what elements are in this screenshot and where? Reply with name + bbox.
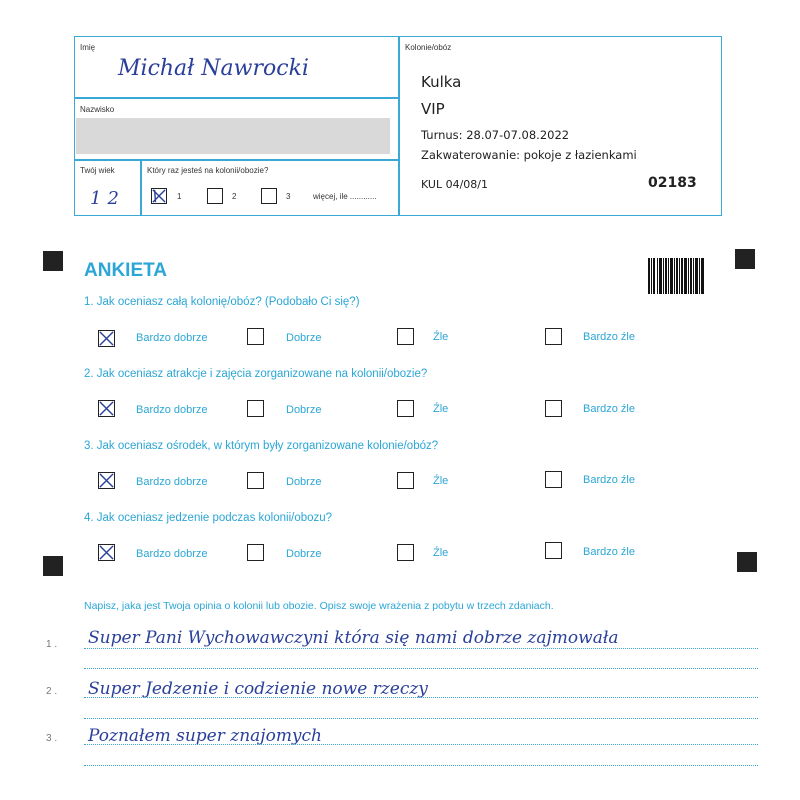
- q4-option-bardzo-zle: Bardzo źle: [583, 546, 635, 558]
- q3-option-zle: Źle: [433, 475, 449, 487]
- question-3: 3. Jak oceniasz ośrodek, w którym były zorganizowane kolonie/obóz?: [84, 440, 439, 452]
- q4-option-bardzo-dobrze: Bardzo dobrze: [136, 548, 208, 560]
- ktory-raz-checkbox-3[interactable]: [261, 188, 277, 204]
- imie-value[interactable]: Michał Nawrocki: [118, 56, 309, 81]
- answer-number-1: 1 .: [46, 639, 58, 650]
- barcode-icon: [648, 258, 704, 294]
- q1-option-bardzo-zle: Bardzo źle: [583, 331, 635, 343]
- registration-marker-mid-right: [737, 552, 757, 572]
- answer-line-1[interactable]: Super Pani Wychowawczyni która się nami dobrze zajmowała: [88, 628, 619, 648]
- q2-option-bardzo-dobrze: Bardzo dobrze: [136, 404, 208, 416]
- dotted-line: [84, 765, 758, 766]
- question-1: 1. Jak oceniasz całą kolonię/obóz? (Podobało Ci się?): [84, 296, 360, 308]
- check-mark-icon: [99, 545, 114, 560]
- ktory-raz-option-more: więcej, ile ............: [313, 192, 377, 201]
- header-divider-name: [74, 97, 398, 99]
- ktory-raz-checkbox-1[interactable]: [151, 188, 167, 204]
- header-divider-age: [140, 159, 142, 216]
- q1-checkbox-dobrze[interactable]: [247, 328, 264, 345]
- answer-line-3[interactable]: Poznałem super znajomych: [88, 726, 323, 746]
- q4-option-dobrze: Dobrze: [286, 548, 322, 560]
- q4-option-zle: Źle: [433, 547, 449, 559]
- header-divider-vertical: [398, 36, 400, 216]
- check-mark-icon: [152, 189, 166, 203]
- nazwisko-label: Nazwisko: [80, 105, 115, 114]
- q2-checkbox-bardzo-zle[interactable]: [545, 400, 562, 417]
- wiek-label: Twój wiek: [80, 166, 115, 175]
- q2-checkbox-dobrze[interactable]: [247, 400, 264, 417]
- registration-marker-top-left: [43, 251, 63, 271]
- ktory-raz-option-2: 2: [232, 192, 237, 201]
- q1-checkbox-bardzo-dobrze[interactable]: [98, 330, 115, 347]
- registration-marker-top-right: [735, 249, 755, 269]
- ktory-raz-label: Który raz jesteś na kolonii/obozie?: [147, 166, 269, 175]
- answer-line-2[interactable]: Super Jedzenie i codzienie nowe rzeczy: [88, 679, 428, 699]
- q2-checkbox-zle[interactable]: [397, 400, 414, 417]
- q3-checkbox-zle[interactable]: [397, 472, 414, 489]
- opinion-prompt: Napisz, jaka jest Twoja opinia o kolonii lub obozie. Opisz swoje wrażenia z pobytu w trzech zdaniach.: [84, 600, 554, 612]
- question-4: 4. Jak oceniasz jedzenie podczas kolonii/obozu?: [84, 512, 333, 524]
- turnus: Turnus: 28.07-07.08.2022: [421, 128, 570, 142]
- dotted-line: [84, 697, 758, 698]
- camp-name: Kulka: [421, 73, 462, 91]
- kolonie-label: Kolonie/obóz: [405, 43, 452, 52]
- q2-option-bardzo-zle: Bardzo źle: [583, 403, 635, 415]
- form-number: 02183: [648, 175, 697, 191]
- q3-checkbox-bardzo-zle[interactable]: [545, 471, 562, 488]
- zakwaterowanie: Zakwaterowanie: pokoje z łazienkami: [421, 148, 637, 162]
- q2-option-zle: Źle: [433, 403, 449, 415]
- dotted-line: [84, 718, 758, 719]
- camp-code: KUL 04/08/1: [421, 178, 488, 191]
- ktory-raz-checkbox-2[interactable]: [207, 188, 223, 204]
- q2-checkbox-bardzo-dobrze[interactable]: [98, 400, 115, 417]
- header-divider-surname: [74, 159, 398, 161]
- dotted-line: [84, 744, 758, 745]
- q3-option-bardzo-dobrze: Bardzo dobrze: [136, 476, 208, 488]
- q3-option-dobrze: Dobrze: [286, 476, 322, 488]
- q3-checkbox-bardzo-dobrze[interactable]: [98, 472, 115, 489]
- q1-option-zle: Źle: [433, 331, 449, 343]
- q3-checkbox-dobrze[interactable]: [247, 472, 264, 489]
- registration-marker-mid-left: [43, 556, 63, 576]
- survey-title: ANKIETA: [84, 260, 168, 281]
- question-2: 2. Jak oceniasz atrakcje i zajęcia zorganizowane na kolonii/obozie?: [84, 368, 428, 380]
- dotted-line: [84, 668, 758, 669]
- q1-option-dobrze: Dobrze: [286, 332, 322, 344]
- ktory-raz-option-1: 1: [177, 192, 182, 201]
- answer-number-2: 2 .: [46, 686, 58, 697]
- check-mark-icon: [99, 401, 114, 416]
- imie-label: Imię: [80, 43, 96, 52]
- q4-checkbox-zle[interactable]: [397, 544, 414, 561]
- q1-option-bardzo-dobrze: Bardzo dobrze: [136, 332, 208, 344]
- q2-option-dobrze: Dobrze: [286, 404, 322, 416]
- dotted-line: [84, 648, 758, 649]
- ktory-raz-option-3: 3: [286, 192, 291, 201]
- nazwisko-redacted: [76, 118, 390, 154]
- q4-checkbox-bardzo-zle[interactable]: [545, 542, 562, 559]
- wiek-value[interactable]: 12: [90, 188, 125, 209]
- check-mark-icon: [99, 331, 114, 346]
- camp-type: VIP: [421, 100, 445, 118]
- q3-option-bardzo-zle: Bardzo źle: [583, 474, 635, 486]
- q4-checkbox-dobrze[interactable]: [247, 544, 264, 561]
- q1-checkbox-bardzo-zle[interactable]: [545, 328, 562, 345]
- q1-checkbox-zle[interactable]: [397, 328, 414, 345]
- q4-checkbox-bardzo-dobrze[interactable]: [98, 544, 115, 561]
- answer-number-3: 3 .: [46, 733, 58, 744]
- check-mark-icon: [99, 473, 114, 488]
